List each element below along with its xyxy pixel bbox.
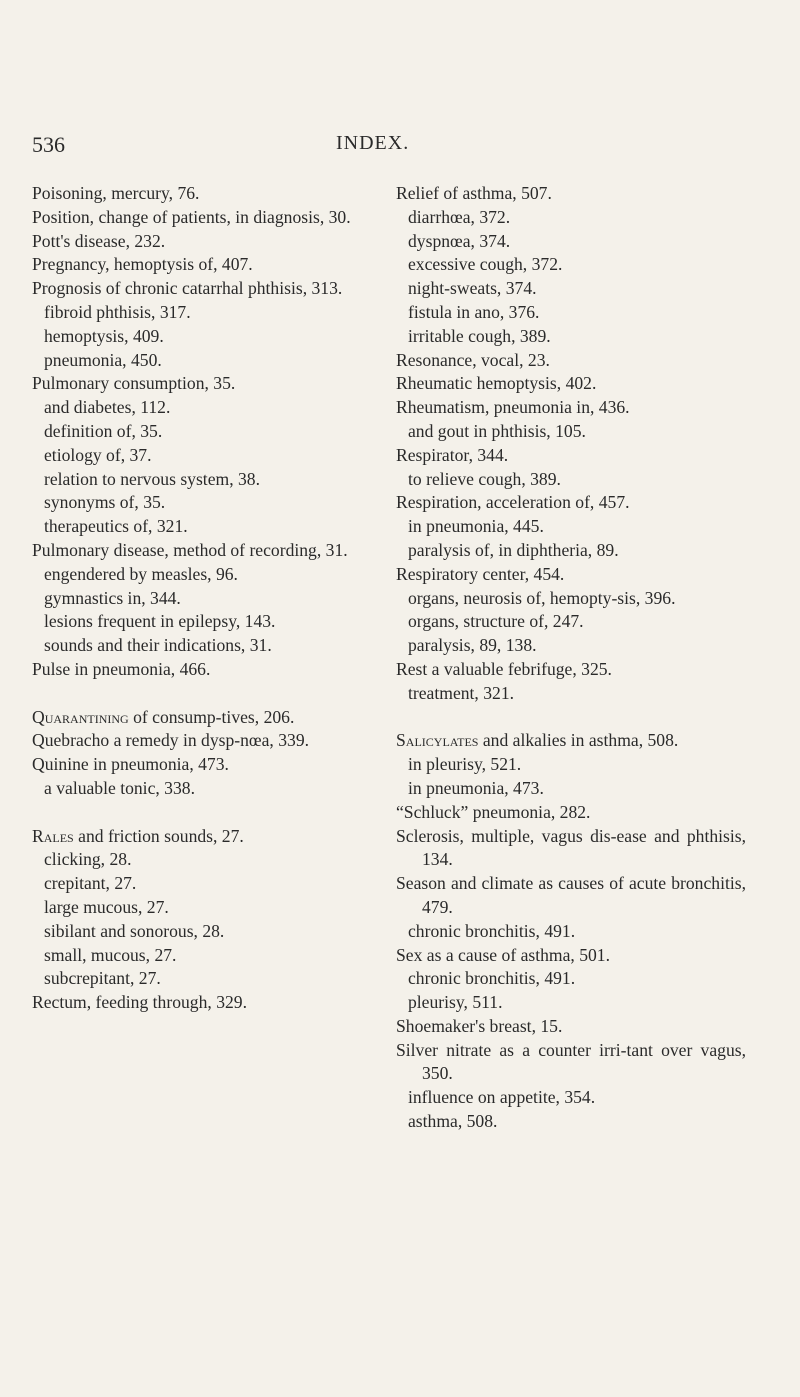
index-subentry: paralysis of, in diphtheria, 89. (408, 539, 619, 560)
index-entry: Pulmonary disease, method of recording, 31. (32, 539, 348, 560)
index-subentry: and gout in phthisis, 105. (408, 420, 586, 441)
index-subentry: large mucous, 27. (44, 896, 169, 917)
index-subentry: sibilant and sonorous, 28. (44, 920, 225, 941)
index-entry: Rheumatism, pneumonia in, 436. (396, 397, 630, 418)
index-subentry: pleurisy, 511. (408, 992, 503, 1013)
index-subentry: pneumonia, 450. (44, 349, 162, 370)
page-title: INDEX. (336, 132, 410, 154)
index-entry: Pregnancy, hemoptysis of, 407. (32, 254, 253, 275)
index-subentry: lesions frequent in epilepsy, 143. (44, 611, 276, 632)
index-subentry: treatment, 321. (408, 682, 515, 703)
index-subentry: in pneumonia, 445. (408, 516, 544, 537)
index-entry: Rheumatic hemoptysis, 402. (396, 373, 597, 394)
index-subentry: in pleurisy, 521. (408, 754, 522, 775)
index-entry: Quinine in pneumonia, 473. (32, 754, 229, 775)
index-subentry: dyspnœa, 374. (408, 230, 511, 251)
index-subentry: organs, neurosis of, hemopty-sis, 396. (408, 587, 676, 608)
index-entry: Relief of asthma, 507. (396, 183, 552, 203)
index-entry: Sex as a cause of asthma, 501. (396, 944, 610, 965)
index-subentry: small, mucous, 27. (44, 944, 177, 965)
index-subentry: sounds and their indications, 31. (44, 635, 272, 656)
index-entry-text: and friction sounds, 27. (73, 825, 244, 846)
index-subentry: organs, structure of, 247. (408, 611, 584, 632)
page-number: 536 (32, 132, 65, 157)
index-subentry: chronic bronchitis, 491. (408, 968, 576, 989)
index-subentry: therapeutics of, 321. (44, 516, 188, 537)
index-subentry: irritable cough, 389. (408, 325, 551, 346)
index-entry-text: and alkalies in asthma, 508. (478, 730, 679, 751)
index-entry: Resonance, vocal, 23. (396, 349, 550, 370)
index-entry: Prognosis of chronic catarrhal phthisis, 313. (32, 278, 343, 299)
index-entry: Respiration, acceleration of, 457. (396, 492, 630, 513)
index-letter-lead: Rales (32, 825, 74, 846)
index-subentry: influence on appetite, 354. (408, 1087, 596, 1108)
index-column-right (396, 182, 746, 1134)
index-subentry: gymnastics in, 344. (44, 587, 181, 608)
index-entry: “Schluck” pneumonia, 282. (396, 801, 591, 822)
index-subentry: clicking, 28. (44, 849, 132, 870)
index-subentry: a valuable tonic, 338. (44, 777, 195, 798)
index-subentry: excessive cough, 372. (408, 254, 563, 275)
index-subentry: to relieve cough, 389. (408, 468, 561, 489)
index-subentry: hemoptysis, 409. (44, 325, 164, 346)
index-entry: Rectum, feeding through, 329. (32, 992, 247, 1013)
index-entry: Silver nitrate as a counter irri-tant over vagus, 350. (396, 1039, 746, 1084)
index-entry (32, 706, 384, 730)
index-subentry: diarrhœa, 372. (408, 206, 511, 227)
index-entry: Poisoning, mercury, 76. (32, 183, 200, 203)
index-entry: Quebracho a remedy in dysp-nœa, 339. (32, 730, 310, 751)
index-entry: Respirator, 344. (396, 444, 509, 465)
index-subentry: etiology of, 37. (44, 444, 152, 465)
index-entry: Position, change of patients, in diagnosis, 30. (32, 206, 351, 227)
index-subentry: subcrepitant, 27. (44, 968, 161, 989)
index-entry: Shoemaker's breast, 15. (396, 1015, 563, 1036)
index-entry: Pott's disease, 232. (32, 230, 166, 251)
index-entry: Rest a valuable febrifuge, 325. (396, 658, 612, 679)
index-subentry: fibroid phthisis, 317. (44, 301, 191, 322)
index-entry: Pulmonary consumption, 35. (32, 373, 236, 394)
index-subentry: paralysis, 89, 138. (408, 635, 537, 656)
index-subentry: synonyms of, 35. (44, 492, 166, 513)
index-subentry: asthma, 508. (408, 1111, 498, 1132)
index-subentry: engendered by measles, 96. (44, 563, 238, 584)
index-subentry: chronic bronchitis, 491. (408, 920, 576, 941)
page-header (32, 132, 732, 162)
index-entry: Season and climate as causes of acute bronchitis, 479. (396, 873, 746, 917)
index-subentry: fistula in ano, 376. (408, 301, 540, 322)
index-letter-lead: Salicylates (396, 730, 479, 751)
index-subentry: night-sweats, 374. (408, 278, 537, 299)
index-subentry: crepitant, 27. (44, 873, 137, 894)
index-entry: Sclerosis, multiple, vagus dis-ease and phthisis, 134. (396, 825, 746, 870)
index-entry (32, 825, 384, 849)
index-entry-text: of consump-tives, 206. (128, 706, 295, 727)
index-column-left (32, 182, 384, 1015)
index-letter-lead: Quarantining (32, 706, 129, 727)
index-entry (396, 729, 746, 753)
index-subentry: in pneumonia, 473. (408, 777, 544, 798)
index-subentry: relation to nervous system, 38. (44, 468, 260, 489)
index-subentry: and diabetes, 112. (44, 397, 171, 418)
index-subentry: definition of, 35. (44, 420, 163, 441)
index-entry: Pulse in pneumonia, 466. (32, 658, 211, 679)
index-entry: Respiratory center, 454. (396, 563, 565, 584)
